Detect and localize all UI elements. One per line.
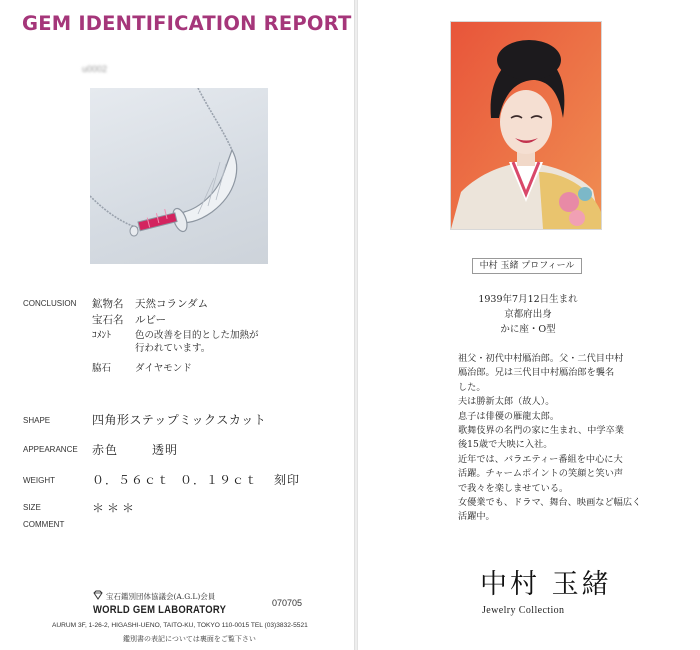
lab-name: WORLD GEM LABORATORY — [93, 604, 227, 616]
diamond-logo-icon — [93, 590, 103, 600]
report-title: GEM IDENTIFICATION REPORT — [22, 12, 352, 35]
association-text: 宝石鑑別団体協議会(A.G.L)会員 — [106, 592, 216, 601]
gem-name-value: ルビー — [135, 314, 167, 326]
appearance-color: 赤色 — [92, 443, 119, 457]
bio-line: 息子は俳優の雁龍太郎。 — [458, 410, 560, 422]
mineral-name-value: 天然コランダム — [135, 298, 209, 310]
appearance-clarity: 透明 — [152, 443, 179, 457]
weight-value-main: ０．５６ｃｔ — [92, 473, 171, 487]
bio-line: 近年では、バラエティー番組を中心に大 — [458, 453, 623, 465]
weight-label: WEIGHT — [23, 476, 55, 485]
bio-line: 女優業でも、ドラマ、舞台、映画など幅広く — [458, 497, 642, 509]
necklace-photo — [90, 88, 268, 264]
conclusion-label: CONCLUSION — [23, 299, 77, 308]
comment-en-label: COMMENT — [23, 520, 65, 529]
bio-line: 後15歳で大映に入社。 — [458, 439, 553, 451]
birthplace: 京都府出身 — [504, 309, 552, 320]
woman-in-kimono-portrait — [451, 22, 601, 229]
bio-line: 鴈治郎。兄は三代目中村鴈治郎を襲名 — [458, 367, 615, 379]
side-stone-value: ダイヤモンド — [135, 363, 192, 374]
birth-date: 1939年7月12日生まれ — [478, 294, 578, 305]
bio-line: した。 — [458, 381, 486, 393]
report-code: 070705 — [272, 598, 303, 608]
bio-line: 夫は勝新太郎（故人）。 — [458, 396, 555, 408]
bio-line: 活躍中。 — [458, 511, 495, 523]
report-number: u0002 — [82, 64, 108, 74]
size-label: SIZE — [23, 503, 41, 512]
bio-line: 活躍。チャームポイントの笑顔と笑い声 — [458, 468, 624, 480]
signature-name: 中村 玉緒 — [480, 569, 612, 600]
shape-value: 四角形ステップミックスカット — [92, 413, 267, 427]
profile-page — [358, 0, 700, 650]
gem-name-label: 宝石名 — [92, 314, 124, 326]
comment-line-2: 行われています。 — [135, 343, 211, 354]
appearance-label: APPEARANCE — [23, 445, 78, 454]
comment-jp-label: ｺﾒﾝﾄ — [92, 330, 112, 341]
comment-line-1: 色の改善を目的とした加熱が — [135, 330, 259, 341]
weight-value-side: ０．１９ｃｔ — [180, 473, 259, 487]
back-note: 鑑別書の表記については裏面をご覧下さい — [123, 635, 256, 643]
bio-line: で我々を楽しませている。 — [458, 482, 569, 494]
shape-label: SHAPE — [23, 416, 51, 425]
lab-address: AURUM 3F, 1-26-2, HIGASHI-UENO, TAITO-KU, TOKYO 110-0015 TEL (03)3832-5521 — [52, 622, 308, 629]
bio-line: 歌舞伎界の名門の家に生まれ、中学卒業 — [458, 425, 624, 437]
profile-heading: 中村 玉緒 プロフィール — [472, 258, 582, 274]
sign-blood-type: かに座・O型 — [500, 324, 556, 335]
side-stone-label: 脇石 — [92, 363, 112, 374]
biography — [458, 352, 642, 525]
mineral-name-label: 鉱物名 — [92, 298, 124, 310]
bio-line: 祖父・初代中村鴈治郎。父・二代目中村 — [458, 353, 624, 364]
size-value: ＊＊＊ — [92, 501, 138, 515]
signature-subtitle: Jewelry Collection — [482, 605, 565, 616]
weight-note: 刻印 — [274, 473, 301, 487]
